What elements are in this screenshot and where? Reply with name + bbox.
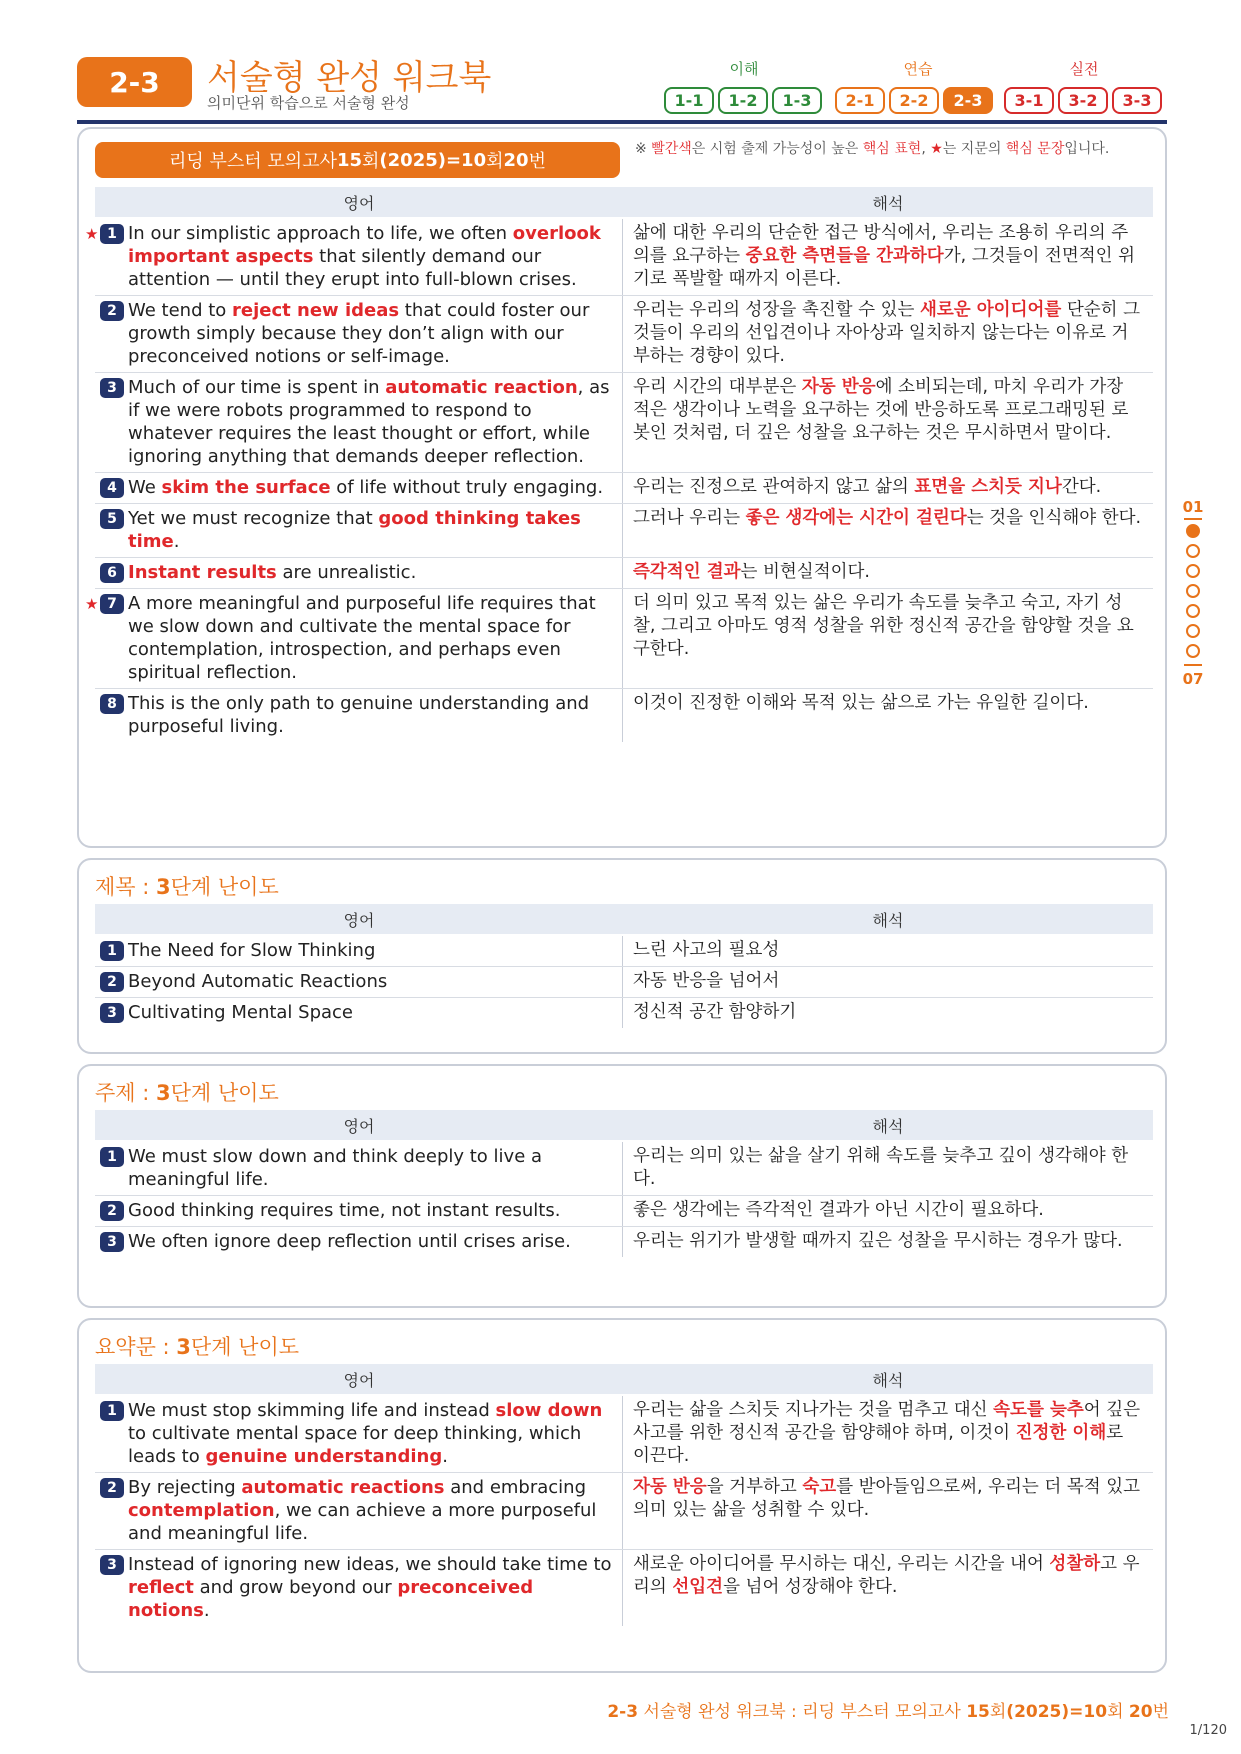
- english-text: .: [203, 1600, 210, 1621]
- english-highlight: reflect: [128, 1577, 194, 1598]
- english-sentence: [128, 476, 616, 499]
- side-page-nav: [1178, 498, 1208, 688]
- english-highlight: contemplation: [128, 1500, 275, 1521]
- stage-chip-1-2[interactable]: 1-2: [718, 87, 768, 114]
- stage-label-real: 실전: [1069, 60, 1099, 78]
- footer-num: 20: [1128, 1702, 1153, 1722]
- row-number-badge: 7: [100, 594, 124, 614]
- column-header-korean: 해석: [872, 193, 904, 213]
- note-text: ,: [921, 141, 931, 157]
- english-cell: [95, 504, 623, 557]
- korean-cell: [623, 1196, 1153, 1226]
- side-nav-bar: [1184, 664, 1202, 666]
- column-header-korean: 해석: [872, 910, 904, 930]
- korean-text: 느린 사고의 필요성: [633, 940, 780, 960]
- korean-highlight: 자동 반응: [801, 377, 876, 397]
- level-text: 단계 난이도: [170, 875, 279, 899]
- stage-chip-2-2[interactable]: 2-2: [889, 87, 939, 114]
- english-text: that could foster our growth simply because they don’t align with our preconceived notions or self-image.: [128, 300, 590, 367]
- korean-text: 단순히 그것들이 우리의 선입견이나 자아상과 일치하지 않는다는 이유로 거부하는 경향이 있다.: [633, 300, 1141, 366]
- korean-cell: [623, 936, 1153, 966]
- footer-label: 서술형 완성 워크북 : 리딩 부스터 모의고사: [638, 1702, 967, 1722]
- stage-chip-3-2[interactable]: 3-2: [1058, 87, 1108, 114]
- korean-cell: [623, 967, 1153, 997]
- english-text: Much of our time is spent in: [128, 377, 386, 398]
- footer-num: (2025)=10: [1006, 1702, 1108, 1722]
- english-text: of life without truly engaging.: [330, 477, 604, 498]
- table-row: [95, 936, 1153, 967]
- korean-text: 간다.: [1061, 477, 1102, 497]
- note-highlight: 빨간색: [651, 141, 692, 157]
- korean-cell: [623, 296, 1153, 372]
- english-sentence: [128, 299, 616, 368]
- note-highlight: 핵심 문장: [1005, 141, 1065, 157]
- korean-cell: [623, 373, 1153, 472]
- korean-text: 가, 그것들이 전면적인 위기로 폭발할 때까지 이른다.: [633, 246, 1136, 289]
- english-sentence: [128, 1145, 616, 1191]
- exam-source-text: 리딩 부스터 모의고사: [169, 151, 337, 172]
- english-cell: [85, 589, 623, 688]
- side-nav-dot[interactable]: [1186, 604, 1200, 618]
- english-cell: [95, 296, 623, 372]
- korean-cell: [623, 219, 1153, 295]
- korean-text: 우리는 진정으로 관여하지 않고 삶의: [633, 477, 915, 497]
- side-nav-dot[interactable]: [1186, 624, 1200, 638]
- korean-highlight: 속도를 늦추: [993, 1400, 1084, 1420]
- note-text: 는 지문의: [942, 141, 1006, 157]
- table-row: [95, 373, 1153, 473]
- english-text: Beyond Automatic Reactions: [128, 971, 388, 992]
- english-highlight: overlook important aspects: [128, 223, 601, 267]
- footer-num: 15: [966, 1702, 990, 1722]
- row-number-badge: 3: [100, 1555, 124, 1575]
- star-icon: ★: [85, 225, 99, 243]
- section-badge: 2-3: [77, 57, 192, 107]
- english-text: to cultivate mental space for deep thinking, which leads to: [128, 1423, 582, 1467]
- level-number: 3: [176, 1335, 191, 1359]
- column-header-english: 영어: [343, 193, 375, 213]
- korean-highlight: 중요한 측면들을 간과하다: [745, 246, 944, 266]
- english-text: We: [128, 477, 162, 498]
- footer-label: 번: [1152, 1702, 1169, 1722]
- korean-highlight: 표면을 스치듯 지나: [914, 477, 1062, 497]
- table-row: [95, 558, 1153, 589]
- table-header: [95, 904, 1153, 934]
- page-subtitle: 의미단위 학습으로 서술형 완성: [207, 94, 410, 112]
- english-sentence: [128, 1476, 616, 1545]
- english-sentence: [128, 592, 616, 684]
- korean-text: 을 거부하고: [706, 1477, 803, 1497]
- korean-cell: [623, 1550, 1153, 1626]
- english-text: We tend to: [128, 300, 233, 321]
- theme-panel: [77, 1064, 1167, 1308]
- passage-panel: [77, 127, 1167, 848]
- english-text: We often ignore deep reflection until crises arise.: [128, 1231, 571, 1252]
- stage-chip-2-1[interactable]: 2-1: [835, 87, 885, 114]
- section-title-title: [95, 871, 279, 901]
- english-sentence: [128, 561, 616, 584]
- row-number-badge: 1: [100, 224, 124, 244]
- korean-cell: [623, 1473, 1153, 1549]
- korean-cell: [623, 473, 1153, 503]
- english-cell: [95, 1142, 623, 1195]
- table-row: [95, 473, 1153, 504]
- korean-cell: [623, 689, 1153, 742]
- korean-text: 는 것을 인식해야 한다.: [966, 508, 1142, 528]
- korean-highlight: 성찰하: [1049, 1554, 1101, 1574]
- summary-panel: [77, 1318, 1167, 1673]
- korean-text: 좋은 생각에는 즉각적인 결과가 아닌 시간이 필요하다.: [633, 1200, 1044, 1220]
- stage-group-understand: [664, 87, 822, 114]
- english-cell: [95, 1550, 623, 1626]
- korean-text: 더 의미 있고 목적 있는 삶은 우리가 속도를 늦추고 숙고, 자기 성찰, 그리고 아마도 영적 성찰을 위한 정신적 공간을 함양할 것을 요구한다.: [633, 593, 1134, 659]
- stage-group-practice: [835, 87, 993, 114]
- footer-label: 회: [989, 1702, 1007, 1722]
- row-number-badge: 3: [100, 1003, 124, 1023]
- korean-cell: [623, 1227, 1153, 1257]
- korean-highlight: 숙고: [802, 1477, 837, 1497]
- row-number-badge: 1: [100, 1401, 124, 1421]
- korean-cell: [623, 1396, 1153, 1472]
- english-highlight: slow down: [495, 1400, 603, 1421]
- korean-highlight: 새로운 아이디어를: [919, 300, 1062, 320]
- english-text: We must stop skimming life and instead: [128, 1400, 496, 1421]
- row-number-badge: 3: [100, 378, 124, 398]
- korean-highlight: 좋은 생각에는 시간이 걸린다: [745, 508, 967, 528]
- korean-text: 정신적 공간 함양하기: [633, 1002, 797, 1022]
- section-title-summary: [95, 1331, 299, 1361]
- table-row: [95, 504, 1153, 558]
- korean-text: 우리는 의미 있는 삶을 살기 위해 속도를 늦추고 깊이 생각해야 한다.: [633, 1146, 1129, 1189]
- korean-cell: [623, 998, 1153, 1028]
- korean-text: 삶에 대한 우리의 단순한 접근 방식에서, 우리는 조용히 우리의 주의를 요구하는: [633, 223, 1129, 266]
- header-divider: [77, 120, 1167, 124]
- korean-text: 우리는 삶을 스치듯 지나가는 것을 멈추고 대신: [633, 1400, 994, 1420]
- summary-rows: [95, 1396, 1153, 1626]
- side-nav-end: 07: [1182, 670, 1204, 688]
- english-cell: [85, 219, 623, 295]
- section-label: 요약문 :: [95, 1335, 177, 1359]
- english-text: Yet we must recognize that: [128, 508, 379, 529]
- column-header-english: 영어: [343, 910, 375, 930]
- english-cell: [95, 558, 623, 588]
- column-header-english: 영어: [343, 1370, 375, 1390]
- table-row: [95, 1473, 1153, 1550]
- english-text: that silently demand our attention — until they erupt into full-blown crises.: [128, 246, 577, 290]
- exam-source-pill: [95, 142, 620, 178]
- theme-rows: [95, 1142, 1153, 1257]
- english-cell: [95, 1227, 623, 1257]
- english-text: We must slow down and think deeply to live a meaningful life.: [128, 1146, 543, 1190]
- english-cell: [95, 1473, 623, 1549]
- korean-text: 를 받아들임으로써, 우리는 더 목적 있고 의미 있는 삶을 성취할 수 있다.: [633, 1477, 1141, 1520]
- english-sentence: [128, 970, 616, 993]
- table-row: [95, 1227, 1153, 1257]
- english-sentence: [128, 1199, 616, 1222]
- stage-chip-3-3[interactable]: 3-3: [1112, 87, 1162, 114]
- level-text: 단계 난이도: [190, 1335, 300, 1359]
- english-text: , we can achieve a more purposeful and meaningful life.: [128, 1500, 597, 1544]
- row-number-badge: 1: [100, 941, 124, 961]
- row-number-badge: 2: [100, 1478, 124, 1498]
- english-text: are unrealistic.: [276, 562, 417, 583]
- row-number-badge: 2: [100, 301, 124, 321]
- english-text: In our simplistic approach to life, we often: [128, 223, 513, 244]
- table-row: [85, 219, 1153, 296]
- english-sentence: [128, 692, 616, 738]
- table-header: [95, 1364, 1153, 1394]
- english-cell: [95, 998, 623, 1028]
- korean-cell: [623, 589, 1153, 688]
- english-highlight: skim the surface: [161, 477, 331, 498]
- table-row: [95, 1142, 1153, 1196]
- korean-cell: [623, 558, 1153, 588]
- korean-highlight: 진정한 이해: [1015, 1423, 1107, 1443]
- table-row: [95, 1550, 1153, 1626]
- row-number-badge: 2: [100, 1201, 124, 1221]
- korean-text: 어 깊은 사고를 위한 정신적 공간을 함양해야 하며, 이것이: [633, 1400, 1141, 1443]
- english-cell: [95, 1396, 623, 1472]
- column-header-english: 영어: [343, 1116, 375, 1136]
- stage-chip-1-3[interactable]: 1-3: [772, 87, 822, 114]
- korean-cell: [623, 1142, 1153, 1195]
- section-label: 주제 :: [95, 1081, 156, 1105]
- english-highlight: automatic reaction: [385, 377, 578, 398]
- english-cell: [95, 373, 623, 472]
- side-nav-bar: [1184, 518, 1202, 520]
- stage-label-understand: 이해: [729, 60, 759, 78]
- side-nav-dot[interactable]: [1186, 644, 1200, 658]
- korean-text: 그러나 우리는: [633, 508, 746, 528]
- stage-label-practice: 연습: [903, 60, 933, 78]
- side-nav-dot[interactable]: [1186, 564, 1200, 578]
- korean-text: 이것이 진정한 이해와 목적 있는 삶으로 가는 유일한 길이다.: [633, 693, 1089, 713]
- english-text: Cultivating Mental Space: [128, 1002, 354, 1023]
- table-row: [95, 998, 1153, 1028]
- english-text: This is the only path to genuine understanding and purposeful living.: [128, 693, 590, 737]
- english-text: .: [442, 1446, 448, 1467]
- korean-highlight: 즉각적인 결과: [633, 562, 741, 582]
- side-nav-start: 01: [1182, 498, 1204, 516]
- exam-source-text: 번: [528, 151, 546, 172]
- side-nav-dot[interactable]: [1186, 584, 1200, 598]
- english-text: By rejecting: [128, 1477, 242, 1498]
- table-row: [95, 689, 1153, 742]
- exam-source-text: 회: [362, 151, 380, 172]
- stage-chip-2-3[interactable]: 2-3: [943, 87, 993, 114]
- table-row: [95, 296, 1153, 373]
- korean-text: 우리는 위기가 발생할 때까지 깊은 성찰을 무시하는 경우가 많다.: [633, 1231, 1123, 1251]
- english-sentence: [128, 507, 616, 553]
- side-nav-dot[interactable]: [1186, 544, 1200, 558]
- english-cell: [95, 473, 623, 503]
- english-sentence: [128, 222, 616, 291]
- english-sentence: [128, 1230, 616, 1253]
- korean-text: 우리 시간의 대부분은: [633, 377, 802, 397]
- footer-code: 2-3: [607, 1702, 639, 1722]
- korean-text: 자동 반응을 넘어서: [633, 971, 780, 991]
- korean-highlight: 선입견: [672, 1577, 724, 1597]
- table-row: [85, 589, 1153, 689]
- english-highlight: Instant results: [128, 562, 277, 583]
- english-sentence: [128, 376, 616, 468]
- table-row: [95, 1196, 1153, 1227]
- korean-text: 로 이끈다.: [633, 1423, 1124, 1466]
- note-text: 은 시험 출제 가능성이 높은: [691, 141, 863, 157]
- passage-rows: [85, 219, 1153, 742]
- korean-text: 을 넘어 성장해야 한다.: [723, 1577, 898, 1597]
- english-text: The Need for Slow Thinking: [128, 940, 376, 961]
- row-number-badge: 3: [100, 1232, 124, 1252]
- note-text: ※: [635, 141, 652, 157]
- side-nav-dot[interactable]: [1186, 524, 1200, 538]
- korean-text: 새로운 아이디어를 무시하는 대신, 우리는 시간을 내어: [633, 1554, 1050, 1574]
- table-row: [95, 1396, 1153, 1473]
- level-number: 3: [156, 1081, 171, 1105]
- exam-source-num: (2025)=10: [379, 149, 487, 171]
- note-highlight: 핵심 표현: [862, 141, 922, 157]
- english-highlight: good thinking takes time: [128, 508, 581, 552]
- english-cell: [95, 689, 623, 742]
- korean-text: 는 비현실적이다.: [740, 562, 870, 582]
- english-sentence: [128, 1001, 616, 1024]
- page-number: 1/120: [1189, 1723, 1227, 1738]
- stage-group-real: [1004, 87, 1162, 114]
- exam-source-num: 15: [336, 149, 363, 171]
- stage-chip-3-1[interactable]: 3-1: [1004, 87, 1054, 114]
- english-highlight: automatic reactions: [241, 1477, 445, 1498]
- korean-text: 고 우리의: [633, 1554, 1140, 1597]
- title-rows: [95, 936, 1153, 1028]
- english-cell: [95, 936, 623, 966]
- level-number: 3: [156, 875, 171, 899]
- legend-note: [635, 139, 1155, 159]
- footer-label: 회: [1107, 1702, 1129, 1722]
- title-panel: [77, 858, 1167, 1054]
- footer-text: [607, 1697, 1169, 1722]
- table-header: [95, 187, 1153, 217]
- exam-source-text: 회: [486, 151, 504, 172]
- row-number-badge: 6: [100, 563, 124, 583]
- row-number-badge: 4: [100, 478, 124, 498]
- english-sentence: [128, 1399, 616, 1468]
- english-text: and embracing: [444, 1477, 587, 1498]
- korean-text: 우리는 우리의 성장을 촉진할 수 있는: [633, 300, 920, 320]
- section-title-theme: [95, 1077, 279, 1107]
- table-header: [95, 1110, 1153, 1140]
- section-label: 제목 :: [95, 875, 156, 899]
- note-text: 입니다.: [1064, 141, 1110, 157]
- english-text: and grow beyond our: [193, 1577, 398, 1598]
- english-cell: [95, 967, 623, 997]
- column-header-korean: 해석: [872, 1370, 904, 1390]
- row-number-badge: 2: [100, 972, 124, 992]
- english-sentence: [128, 1553, 616, 1622]
- row-number-badge: 8: [100, 694, 124, 714]
- english-highlight: reject new ideas: [232, 300, 400, 321]
- stage-chip-1-1[interactable]: 1-1: [664, 87, 714, 114]
- table-row: [95, 967, 1153, 998]
- english-text: Good thinking requires time, not instant results.: [128, 1200, 561, 1221]
- star-icon: ★: [85, 595, 99, 613]
- korean-cell: [623, 504, 1153, 557]
- korean-highlight: 자동 반응: [633, 1477, 707, 1497]
- english-cell: [95, 1196, 623, 1226]
- korean-text: 에 소비되는데, 마치 우리가 가장 적은 생각이나 노력을 요구하는 것에 반응하도록 프로그래밍된 로봇인 것처럼, 더 깊은 성찰을 요구하는 것은 무시하면서 말이다.: [633, 377, 1129, 443]
- page-title: 서술형 완성 워크북: [207, 58, 492, 98]
- column-header-korean: 해석: [872, 1116, 904, 1136]
- english-sentence: [128, 939, 616, 962]
- english-highlight: preconceived notions: [128, 1577, 534, 1621]
- row-number-badge: 1: [100, 1147, 124, 1167]
- english-text: A more meaningful and purposeful life requires that we slow down and cultivate the mental space for contemplation, introspection, and perhaps even spiritual reflection.: [128, 593, 596, 683]
- star-icon: ★: [930, 141, 943, 157]
- english-text: Instead of ignoring new ideas, we should take time to: [128, 1554, 612, 1575]
- level-text: 단계 난이도: [170, 1081, 279, 1105]
- english-text: .: [173, 531, 180, 552]
- english-highlight: genuine understanding: [205, 1446, 443, 1467]
- english-text: , as if we were robots programmed to respond to whatever requires the least thought or effort, while ignoring anything that demands deeper reflection.: [128, 377, 610, 467]
- side-nav-dots: [1178, 524, 1208, 658]
- exam-source-num: 20: [503, 149, 529, 171]
- row-number-badge: 5: [100, 509, 124, 529]
